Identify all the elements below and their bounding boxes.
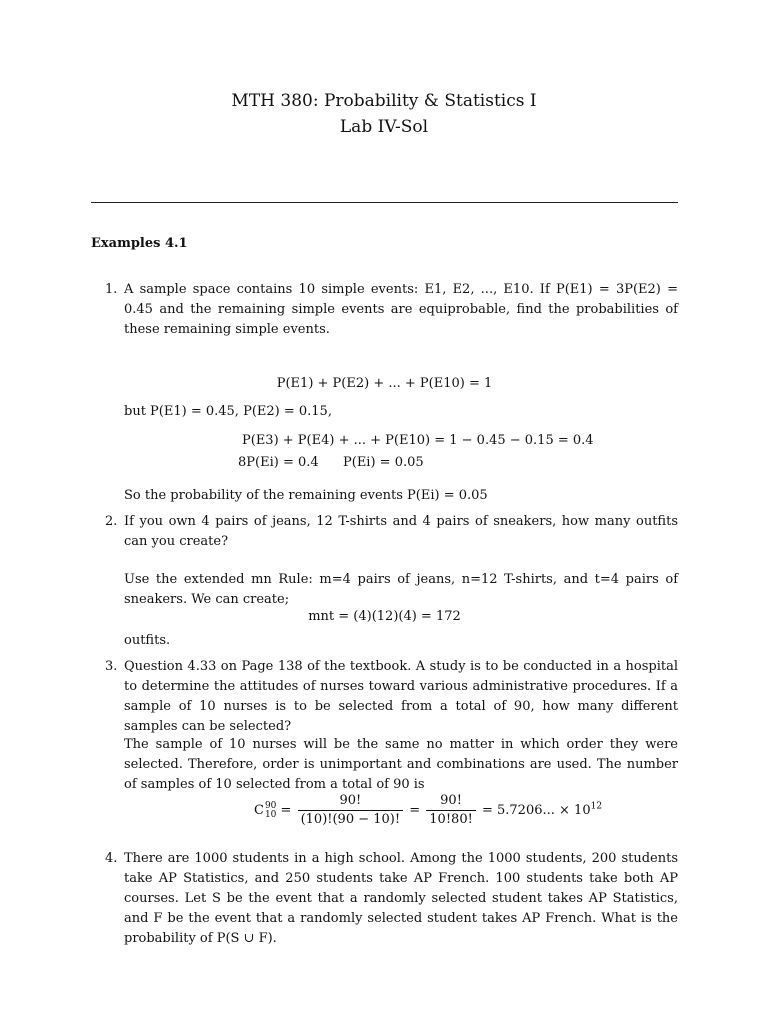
problem-3-equation: C 90 10 = $\frac{90!}{(10)!(90 - 10)!}$ = $\frac{90!}{10!80!}$ = 5.7206... × $10^{12}$ <box>254 793 603 827</box>
problem-3-question: Question 4.33 on Page 138 of the textbook. A study is to be conducted in a hospital to determine the attitudes of nurses toward various administrative procedures. If a sample of 10 nurses is to be selected from a total of 90, how many different samples can be selected? <box>124 659 678 734</box>
fraction-2-numerator: 90! <box>426 792 476 811</box>
problem-1-question: A sample space contains 10 simple events: E1, E2, ..., E10. If P(E1) = 3P(E2) = 0.45 and the remaining simple events are equiprobable, find the probabilities of these remaining simple events. <box>124 282 678 337</box>
problem-2-solution: Use the extended mn Rule: m=4 pairs of jeans, n=12 T-shirts, and t=4 pairs of sneakers. We can create; <box>124 572 678 607</box>
lab-title: Lab IV-Sol <box>339 117 429 137</box>
combination-result: 5.7206... × $10^{12}$ <box>497 801 603 818</box>
problem-1-conclusion: So the probability of the remaining events P(Ei) = 0.05 <box>124 488 488 503</box>
fraction-1 <box>298 792 404 829</box>
problem-3-number: 3. <box>105 659 118 674</box>
problem-3-solution: The sample of 10 nurses will be the same no matter in which order they were selected. Therefore, order is unimportant and combinations are used. The number of samples of 10 selected from a total of 90 is <box>124 737 678 792</box>
problem-2-equation: mnt = (4)(12)(4) = 172 <box>308 609 461 624</box>
fraction-1-numerator: 90! <box>298 792 404 811</box>
problem-1-equation-3b: P(Ei) = 0.05 <box>343 455 424 470</box>
fraction-2-denominator: 10!80! <box>429 812 473 827</box>
course-title: MTH 380: Probability & Statistics I <box>231 91 537 111</box>
fraction-2 <box>426 792 476 829</box>
problem-2-question: If you own 4 pairs of jeans, 12 T-shirts and 4 pairs of sneakers, how many outfits can you create? <box>124 514 678 549</box>
problem-1-equation-2: P(E3) + P(E4) + ... + P(E10) = 1 − 0.45 − 0.15 = 0.4 <box>242 433 594 448</box>
problem-1-given: but P(E1) = 0.45, P(E2) = 0.15, <box>124 404 332 419</box>
title-divider <box>91 202 678 203</box>
problem-1-equation-3a: 8P(Ei) = 0.4 <box>238 455 319 470</box>
problem-1-equation-1: P(E1) + P(E2) + ... + P(E10) = 1 <box>276 376 493 391</box>
problem-2-tail: outfits. <box>124 633 171 648</box>
section-heading: Examples 4.1 <box>91 236 188 251</box>
problem-1-number: 1. <box>105 282 118 297</box>
combination-symbol: C 90 10 <box>254 800 277 820</box>
fraction-1-denominator: (10)!(90 − 10)! <box>300 812 401 827</box>
problem-2-number: 2. <box>105 514 118 529</box>
problem-4-number: 4. <box>105 851 118 866</box>
problem-4-question: There are 1000 students in a high school. Among the 1000 students, 200 students take AP Statistics, and 250 students take AP French. 100 students take both AP courses. Let S be the event that a randomly selected student takes AP Statistics, and F be the event that a randomly selected student takes AP French. What is the probability of P(S ∪ F). <box>124 851 678 946</box>
